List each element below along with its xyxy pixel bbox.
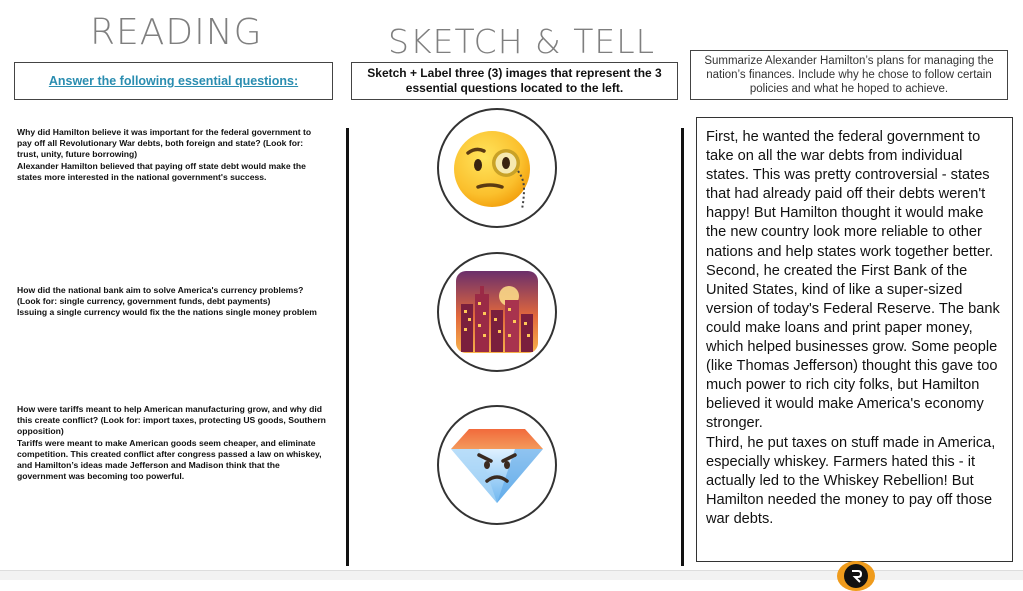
summary-paragraph: Third, he put taxes on stuff made in America, especially whiskey. Farmers hated this - it actually led to the Whiskey Rebellion! But Hamilton needed the money to pay off those war debts. — [706, 434, 996, 527]
summary-prompt: Summarize Alexander Hamilton’s plans for managing the nation’s finances. Include why he chose to follow certain policies and what he hoped to achieve. — [690, 50, 1008, 100]
column-divider-left — [346, 128, 349, 566]
sketch-circle-1[interactable] — [437, 108, 557, 228]
question-block-3 — [17, 404, 327, 482]
question-block-2 — [17, 285, 327, 319]
answer-text: Alexander Hamilton believed that paying off state debt would make the states more interested in the national government's success. — [17, 160, 306, 182]
app-badge[interactable] — [837, 561, 875, 591]
answer-text: Tariffs were meant to make American goods seem cheaper, and eliminate competition. This created conflict after congress passed a law on whiskey, and Hamilton’s ideas made Jefferson and Madison think that the government was becoming too powerful. — [17, 437, 322, 482]
sketch-circle-3[interactable] — [437, 405, 557, 525]
column-divider-right — [681, 128, 684, 566]
summary-paragraph: First, he wanted the federal government to take on all the war debts from individual states. This was pretty controversial - states that had already paid off their debts weren't happy! But Hamilton thought it would make the new country look more reliable to other nations and help states work together better. — [706, 129, 994, 260]
question-text: Why did Hamilton believe it was important for the federal government to pay off all Revolutionary War debts, both foreign and state? (Look for: trust, unity, future borrowing) — [17, 127, 312, 160]
angry-gem-icon — [449, 425, 545, 505]
monocle-face-icon — [450, 121, 544, 215]
essential-questions-link[interactable]: Answer the following essential questions: — [48, 74, 299, 88]
answer-text: Issuing a single currency would fix the the nations single money problem — [17, 307, 317, 318]
question-block-1 — [17, 127, 327, 183]
city-dusk-icon — [455, 270, 539, 354]
app-logo-icon — [844, 564, 868, 588]
summary-paragraph: Second, he created the First Bank of the United States, kind of like a super-sized version of today's Federal Reserve. The bank could make loans and print paper money, which helped businesses grow. Some people (like Thomas Jefferson) thought this gave too much power to rich city folks, but Hamilton believed it would make America's economy stronger. — [706, 262, 1000, 432]
summary-response[interactable] — [696, 117, 1013, 562]
sketch-instructions: Sketch + Label three (3) images that represent the 3 essential questions located to the left. — [351, 62, 678, 100]
question-text: How were tariffs meant to help American manufacturing grow, and why did this create conflict? (Look for: import taxes, protecting US goods, Southern opposition) — [17, 404, 326, 437]
question-text: How did the national bank aim to solve America's currency problems? (Look for: single currency, government funds, debt payments) — [17, 285, 304, 307]
reading-title: READING — [90, 12, 263, 53]
sketch-circle-2[interactable] — [437, 252, 557, 372]
essential-questions-box — [14, 62, 333, 100]
sketch-tell-title: SKETCH & TELL — [388, 22, 656, 61]
